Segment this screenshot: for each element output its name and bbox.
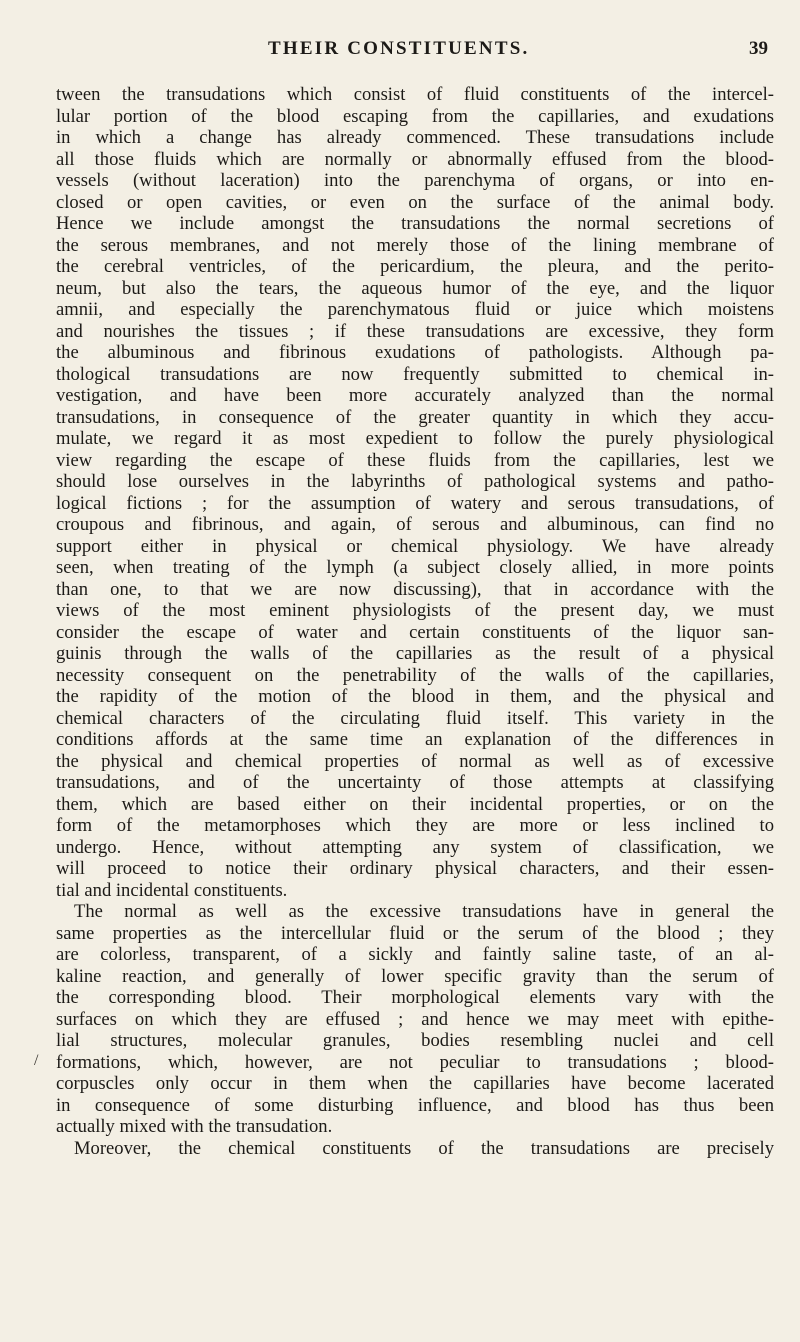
text-line: all those fluids which are normally or abnormally effused from the blood- [56, 148, 774, 170]
text-line: in which a change has already commenced. These transudations include [56, 127, 774, 148]
text-line: Moreover, the chemical constituents of the transudations are precisely [74, 1137, 774, 1159]
text-line: view regarding the escape of these fluids from the capillaries, lest we [56, 449, 774, 471]
text-line: kaline reaction, and generally of lower specific gravity than the serum of [56, 965, 774, 987]
text-line: the albuminous and fibrinous exudations of pathologists. Although pa- [56, 342, 774, 363]
text-line: the rapidity of the motion of the blood in them, and the physical and [56, 686, 774, 707]
text-line: the cerebral ventricles, of the pericardium, the pleura, and the perito- [56, 256, 774, 277]
text-line: consider the escape of water and certain constituents of the liquor san- [56, 621, 774, 643]
text-line: and nourishes the tissues ; if these transudations are excessive, they form [56, 320, 774, 342]
text-line: conditions affords at the same time an explanation of the differences in [56, 729, 774, 750]
text-line: seen, when treating of the lymph (a subject closely allied, in more points [56, 557, 774, 578]
page-header [0, 38, 800, 60]
text-line: thological transudations are now frequently submitted to chemical in- [56, 363, 774, 385]
text-line: necessity consequent on the penetrability of the walls of the capillaries, [56, 664, 774, 686]
margin-mark: / [34, 1052, 39, 1069]
text-line: same properties as the intercellular fluid or the serum of the blood ; they [56, 922, 774, 944]
text-line: logical fictions ; for the assumption of watery and serous transudations, of [56, 492, 774, 514]
text-line: formations, which, however, are not peculiar to transudations ; blood- [56, 1051, 774, 1073]
text-line: corpuscles only occur in them when the capillaries have become lacerated [56, 1073, 774, 1094]
text-line: are colorless, transparent, of a sickly and faintly saline taste, of an al- [56, 944, 774, 965]
text-line: form of the metamorphoses which they are more or less inclined to [56, 815, 774, 836]
text-line: lial structures, molecular granules, bodies resembling nuclei and cell [56, 1030, 774, 1051]
text-line: transudations, and of the uncertainty of those attempts at classifying [56, 772, 774, 793]
text-line: lular portion of the blood escaping from the capillaries, and exudations [56, 105, 774, 127]
text-line: croupous and fibrinous, and again, of serous and albuminous, can find no [56, 514, 774, 535]
text-line: Hence we include amongst the transudations the normal secretions of [56, 213, 774, 234]
text-line: should lose ourselves in the labyrinths of pathological systems and patho- [56, 471, 774, 492]
page-number: 39 [749, 38, 768, 59]
text-line: The normal as well as the excessive transudations have in general the [74, 901, 774, 922]
text-line: support either in physical or chemical physiology. We have already [56, 535, 774, 557]
text-line: undergo. Hence, without attempting any system of classification, we [56, 836, 774, 858]
text-line: mulate, we regard it as most expedient to follow the purely physiological [56, 428, 774, 449]
text-line: tial and incidental constituents. [56, 879, 288, 901]
text-line: tween the transudations which consist of fluid constituents of the intercel- [56, 84, 774, 105]
text-line: in consequence of some disturbing influence, and blood has thus been [56, 1094, 774, 1116]
text-line: transudations, in consequence of the greater quantity in which they accu- [56, 406, 774, 428]
text-line: surfaces on which they are effused ; and hence we may meet with epithe- [56, 1008, 774, 1030]
text-line: vessels (without laceration) into the parenchyma of organs, or into en- [56, 170, 774, 191]
body-text [56, 84, 774, 1159]
text-line: than one, to that we are now discussing), that in accordance with the [56, 578, 774, 600]
text-line: will proceed to notice their ordinary physical characters, and their essen- [56, 858, 774, 879]
text-line: amnii, and especially the parenchymatous fluid or juice which moistens [56, 299, 774, 320]
running-title: THEIR CONSTITUENTS. [268, 38, 530, 59]
text-line: chemical characters of the circulating fluid itself. This variety in the [56, 707, 774, 729]
text-line: actually mixed with the transudation. [56, 1116, 333, 1137]
text-line: the corresponding blood. Their morphological elements vary with the [56, 987, 774, 1008]
text-line: guinis through the walls of the capillaries as the result of a physical [56, 643, 774, 664]
text-line: neum, but also the tears, the aqueous humor of the eye, and the liquor [56, 277, 774, 299]
text-line: views of the most eminent physiologists of the present day, we must [56, 600, 774, 621]
text-line: them, which are based either on their incidental properties, or on the [56, 793, 774, 815]
text-line: vestigation, and have been more accurately analyzed than the normal [56, 385, 774, 406]
text-line: the serous membranes, and not merely those of the lining membrane of [56, 234, 774, 256]
text-line: closed or open cavities, or even on the surface of the animal body. [56, 191, 774, 213]
text-line: the physical and chemical properties of normal as well as of excessive [56, 750, 774, 772]
